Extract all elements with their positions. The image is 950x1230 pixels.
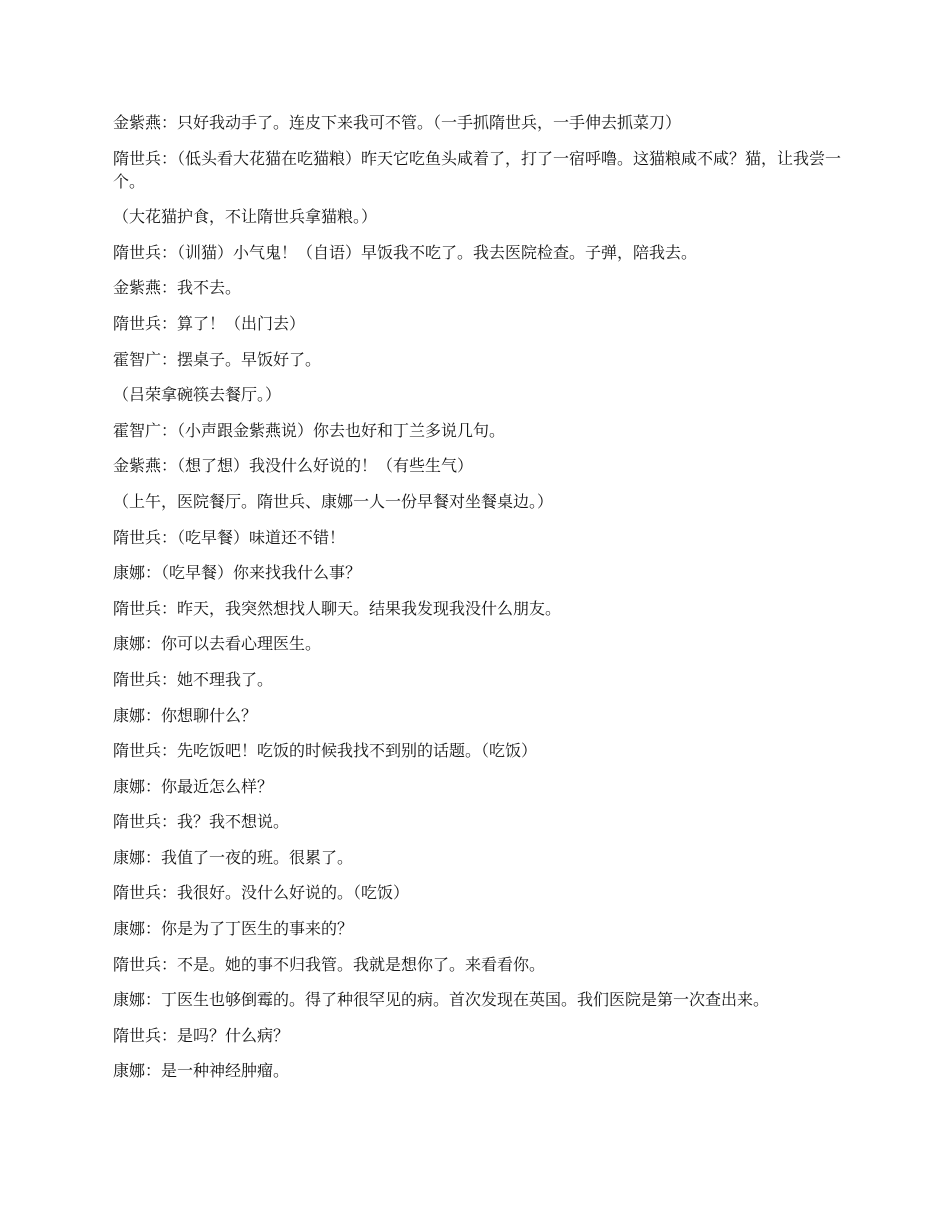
script-line: 隋世兵：算了！（出门去） — [113, 313, 306, 333]
script-line: 康娜：我值了一夜的班。很累了。 — [113, 847, 354, 867]
script-body — [113, 111, 845, 1095]
script-line: 霍智广：摆桌子。早饭好了。 — [113, 349, 322, 369]
script-line: 金紫燕：（想了想）我没什么好说的！（有些生气） — [113, 456, 474, 476]
script-line: 隋世兵：我很好。没什么好说的。（吃饭） — [113, 883, 410, 903]
script-line: 康娜：是一种神经肿瘤。 — [113, 1061, 290, 1081]
script-line: 金紫燕：只好我动手了。连皮下来我可不管。（一手抓隋世兵，一手伸去抓菜刀） — [113, 113, 682, 132]
script-line: 康娜：（吃早餐）你来找我什么事？ — [113, 563, 362, 583]
script-line: 隋世兵：是吗？什么病？ — [113, 1025, 290, 1045]
script-line: 康娜：你可以去看心理医生。 — [113, 634, 322, 654]
stage-direction: （吕荣拿碗筷去餐厅。） — [113, 385, 282, 405]
script-line: 隋世兵：我？我不想说。 — [113, 812, 290, 832]
script-line: 隋世兵：她不理我了。 — [113, 669, 274, 689]
script-line: 金紫燕：我不去。 — [113, 278, 242, 298]
script-line: 康娜：丁医生也够倒霉的。得了种很罕见的病。首次发现在英国。我们医院是第一次查出来。 — [113, 990, 770, 1010]
script-line: 隋世兵：不是。她的事不归我管。我就是想你了。来看看你。 — [113, 954, 546, 974]
script-line: 康娜：你想聊什么？ — [113, 705, 258, 725]
script-line: 康娜：你是为了丁医生的事来的？ — [113, 919, 354, 939]
script-line: 康娜：你最近怎么样？ — [113, 776, 274, 796]
stage-direction: （上午，医院餐厅。隋世兵、康娜一人一份早餐对坐餐桌边。） — [113, 491, 554, 511]
script-line: 隋世兵：（吃早餐）味道还不错！ — [113, 527, 346, 547]
script-line: 隋世兵：（低头看大花猫在吃猫粮）昨天它吃鱼头咸着了，打了一宿呼噜。这猫粮咸不咸？猫，让我尝一个。 — [113, 148, 842, 191]
script-line: 隋世兵：（训猫）小气鬼！（自语）早饭我不吃了。我去医院检查。子弹，陪我去。 — [113, 242, 698, 262]
script-line: 霍智广：（小声跟金紫燕说）你去也好和丁兰多说几句。 — [113, 420, 506, 440]
stage-direction: （大花猫护食，不让隋世兵拿猫粮。） — [113, 207, 378, 227]
script-line: 隋世兵：先吃饭吧！吃饭的时候我找不到别的话题。（吃饭） — [113, 741, 538, 761]
script-line: 隋世兵：昨天，我突然想找人聊天。结果我发现我没什么朋友。 — [113, 598, 562, 618]
